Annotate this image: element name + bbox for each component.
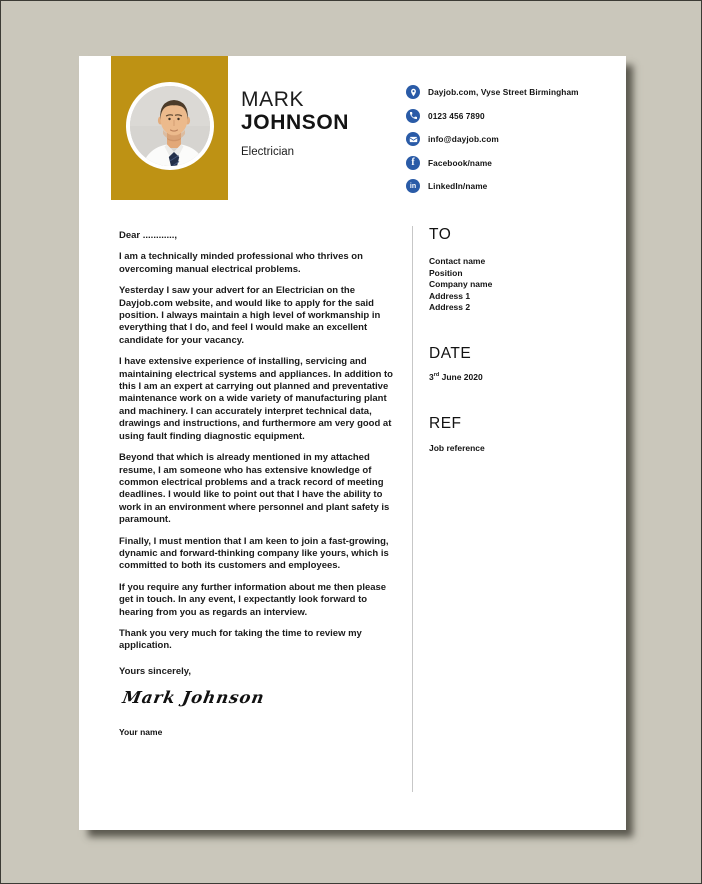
- signature-caption: Your name: [119, 727, 163, 738]
- letter-paragraph-2: Yesterday I saw your advert for an Electrician on the Dayjob.com website, and would like to apply for the said position. I always maintain a high level of workmanship in everything that I do, and feel I would make an excellent candidate for your vacancy.: [119, 285, 381, 346]
- contact-address-text: Dayjob.com, Vyse Street Birmingham: [428, 87, 579, 97]
- name-block: [241, 88, 349, 158]
- phone-icon: [406, 109, 420, 123]
- column-divider: [412, 226, 413, 792]
- contact-phone-text: 0123 456 7890: [428, 110, 485, 121]
- contact-email-text: info@dayjob.com: [428, 134, 499, 144]
- profile-photo: [126, 82, 214, 170]
- date-day: 3: [429, 371, 434, 382]
- to-line-address-1: Address 1: [429, 290, 471, 301]
- date-value: [429, 372, 589, 382]
- contact-facebook-text: Facebook/name: [428, 157, 493, 168]
- job-title: Electrician: [241, 146, 295, 158]
- headshot-illustration: [130, 86, 214, 170]
- contact-row-facebook: [406, 156, 616, 170]
- to-heading: TO: [429, 226, 452, 243]
- recipient-sidebar: [429, 226, 589, 453]
- letter-paragraph-7: Thank you very much for taking the time to review my application.: [119, 627, 362, 652]
- salutation: Dear ............,: [119, 230, 178, 241]
- contact-linkedin-text: LinkedIn/name: [428, 181, 488, 191]
- contact-row-email: [406, 132, 616, 146]
- contact-row-phone: [406, 109, 616, 123]
- signoff: Yours sincerely,: [119, 665, 191, 677]
- date-rest: June 2020: [439, 371, 483, 382]
- photo-block: [111, 56, 228, 200]
- date-ordinal: rd: [433, 372, 440, 379]
- linkedin-icon: [406, 179, 420, 193]
- contact-row-linkedin: [406, 179, 616, 193]
- letter-paragraph-5: Finally, I must mention that I am keen to join a fast-growing, dynamic and forward-thinking company like yours, which is committed to both its customers and employees.: [119, 535, 389, 572]
- linkedin-glyph: in: [409, 182, 417, 190]
- to-line-position: Position: [429, 267, 463, 278]
- to-line-contact-name: Contact name: [429, 256, 486, 266]
- letter-paragraph-3: I have extensive experience of installing, servicing and maintaining electrical systems and appliances. In addition to this I am an expert at carrying out planned and preventative maintenance work on a wide variety of manufacturing plant and machinery. I can accurately interpret technical data, drawings and instructions, and furthermore am very good at using fault finding diagnostic equipment.: [119, 356, 393, 442]
- cover-letter-page: [79, 56, 626, 830]
- last-name: JOHNSON: [241, 111, 350, 134]
- contact-list: [406, 85, 616, 193]
- to-lines: [429, 256, 589, 314]
- ref-heading: REF: [429, 414, 462, 432]
- letter-paragraph-1: I am a technically minded professional who thrives on overcoming manual electrical problems.: [119, 251, 363, 275]
- ref-value: Job reference: [429, 442, 485, 453]
- to-line-company-name: Company name: [429, 279, 493, 290]
- facebook-glyph: f: [411, 157, 415, 168]
- signature: Mark Johnson: [121, 688, 267, 708]
- to-line-address-2: Address 2: [429, 302, 471, 313]
- letter-paragraph-6: If you require any further information about me then please get in touch. In any event, I expectantly look forward to hearing from you as regards an interview.: [119, 581, 387, 618]
- first-name: MARK: [241, 88, 305, 111]
- letter-body: [119, 230, 393, 737]
- location-pin-icon: [406, 85, 420, 99]
- letter-paragraph-4: Beyond that which is already mentioned in my attached resume, I am someone who has extensive knowledge of common electrical problems and a track record of meeting deadlines. I would like to point out that I have the ability to work in an environment where personnel and plant safety is paramount.: [119, 452, 390, 526]
- facebook-icon: [406, 156, 420, 170]
- email-icon: [406, 132, 420, 146]
- contact-row-address: [406, 85, 616, 99]
- date-heading: DATE: [429, 344, 472, 362]
